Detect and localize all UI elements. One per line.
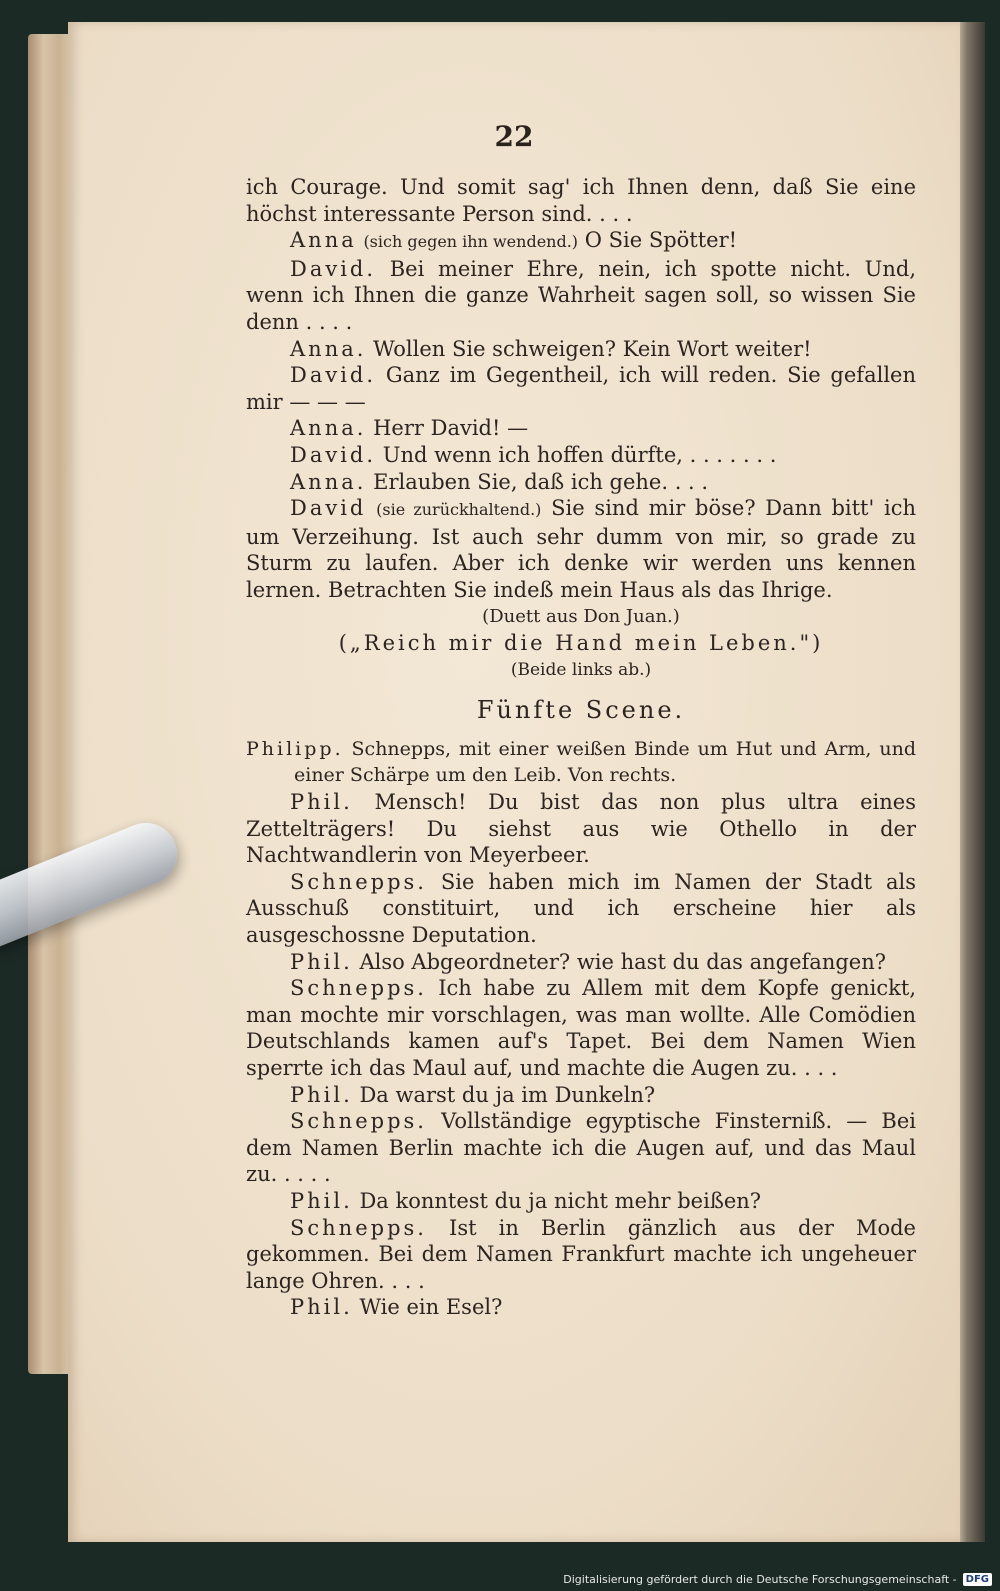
scene-heading: Fünfte Scene. <box>476 696 686 725</box>
dialogue-paragraph <box>246 1082 916 1109</box>
book-page <box>68 22 960 1542</box>
speaker-name: Schnepps. <box>290 1215 427 1240</box>
dialogue-text: O Sie Spötter! <box>584 228 738 253</box>
speaker-name: Phil. <box>290 790 353 815</box>
dialogue-text: Also Abgeordneter? wie hast du das angefangen? <box>359 949 887 974</box>
digitization-credit <box>563 1569 992 1589</box>
speaker-name: Anna. <box>290 469 367 494</box>
page-text <box>246 174 916 1321</box>
dfg-logo-icon: DFG <box>963 1573 992 1586</box>
dialogue-text: Sie sind mir böse? Dann bitt' ich um Verzeihung. Ist auch sehr dumm von mir, so grade zu Sturm zu laufen. Aber ich denke wir werden uns kennen lernen. Betrachten Sie indeß mein Haus als das Ihrige. <box>246 496 917 602</box>
cast-speaker: Philipp. <box>246 737 344 760</box>
speaker-name: Anna. <box>290 416 367 441</box>
footer-text: Digitalisierung gefördert durch die Deutsche Forschungsgemeinschaft - <box>563 1572 957 1586</box>
speaker-name: David <box>290 496 367 521</box>
dialogue-paragraph <box>246 1215 916 1295</box>
dialogue-paragraph <box>246 336 916 363</box>
speaker-name: Phil. <box>290 1295 353 1320</box>
duet-note: (Duett aus Don Juan.) <box>482 605 680 627</box>
speaker-name: David. <box>290 256 377 281</box>
dialogue-text: Wie ein Esel? <box>359 1295 503 1320</box>
cast-description: Schnepps, mit einer weißen Binde um Hut und Arm, und einer Schärpe um den Leib. Von rechts. <box>294 737 916 787</box>
dialogue-text: ich Courage. Und somit sag' ich Ihnen denn, daß Sie eine höchst interessante Person sind. . . . <box>246 175 916 226</box>
dialogue-paragraph <box>246 949 916 976</box>
cast-list <box>246 736 916 789</box>
dialogue-paragraph <box>246 869 916 949</box>
stage-direction: (sie zurückhaltend.) <box>376 500 542 520</box>
dialogue-paragraph <box>246 975 916 1081</box>
dialogue-paragraph <box>246 362 916 415</box>
dialogue-text: Erlauben Sie, daß ich gehe. . . . <box>373 469 709 494</box>
speaker-name: Schnepps. <box>290 1109 427 1134</box>
dialogue-text: Ganz im Gegentheil, ich will reden. Sie gefallen mir — — — <box>246 363 916 414</box>
dialogue-paragraph <box>246 469 916 496</box>
dialogue-text: Sie haben mich im Namen der Stadt als Ausschuß constituirt, und ich erscheine hier als ausgeschossne Deputation. <box>246 869 916 948</box>
dialogue-paragraph <box>246 1188 916 1215</box>
speaker-name: Anna. <box>290 336 367 361</box>
opening-dialogue <box>246 174 916 604</box>
dialogue-text: Wollen Sie schweigen? Kein Wort weiter! <box>373 336 812 361</box>
song-title: („Reich mir die Hand mein Leben.") <box>338 631 824 656</box>
dialogue-paragraph <box>246 227 916 256</box>
stage-direction: (sich gegen ihn wendend.) <box>363 232 579 252</box>
dialogue-paragraph <box>246 415 916 442</box>
dialogue-paragraph <box>246 789 916 869</box>
speaker-name: Phil. <box>290 949 353 974</box>
dialogue-text: Ich habe zu Allem mit dem Kopfe genickt, man mochte mir vorschlagen, was man wollte. Alle Comödien Deutschlands kamen auf's Tapet. Bei dem Namen Wien sperrte ich das Maul auf, und machte die Augen zu. . . . <box>246 976 916 1080</box>
dialogue-paragraph <box>246 495 916 603</box>
speaker-name: David. <box>290 363 377 388</box>
speaker-name: Schnepps. <box>290 976 427 1001</box>
speaker-name: Phil. <box>290 1082 353 1107</box>
dialogue-paragraph <box>246 1108 916 1188</box>
speaker-name: Schnepps. <box>290 869 427 894</box>
dialogue-paragraph <box>246 174 916 227</box>
exit-direction: (Beide links ab.) <box>510 659 652 680</box>
dialogue-text: Herr David! — <box>373 416 529 441</box>
dialogue-text: Vollständige egyptische Finsterniß. — Bei dem Namen Berlin machte ich die Augen auf, und das Maul zu. . . . . <box>246 1109 916 1187</box>
dialogue-text: Und wenn ich hoffen dürfte, . . . . . . . <box>382 442 777 467</box>
speaker-name: Anna <box>290 228 357 253</box>
dialogue-text: Bei meiner Ehre, nein, ich spotte nicht. Und, wenn ich Ihnen die ganze Wahrheit sagen soll, so wissen Sie denn . . . . <box>246 256 916 334</box>
dialogue-text: Da konntest du ja nicht mehr beißen? <box>359 1188 762 1213</box>
speaker-name: David. <box>290 442 377 467</box>
page-number: 22 <box>494 120 534 153</box>
dialogue-paragraph <box>246 442 916 469</box>
dialogue-text: Ist in Berlin gänzlich aus der Mode gekommen. Bei dem Namen Frankfurt machte ich ungeheuer lange Ohren. . . . <box>246 1215 916 1293</box>
dialogue-paragraph <box>246 256 916 336</box>
scene-dialogue <box>246 789 916 1321</box>
dialogue-paragraph <box>246 1294 916 1321</box>
dialogue-text: Da warst du ja im Dunkeln? <box>359 1082 656 1107</box>
dialogue-text: Mensch! Du bist das non plus ultra eines Zettelträgers! Du siehst aus wie Othello in der Nachtwandlerin von Meyerbeer. <box>246 790 916 868</box>
speaker-name: Phil. <box>290 1188 353 1213</box>
